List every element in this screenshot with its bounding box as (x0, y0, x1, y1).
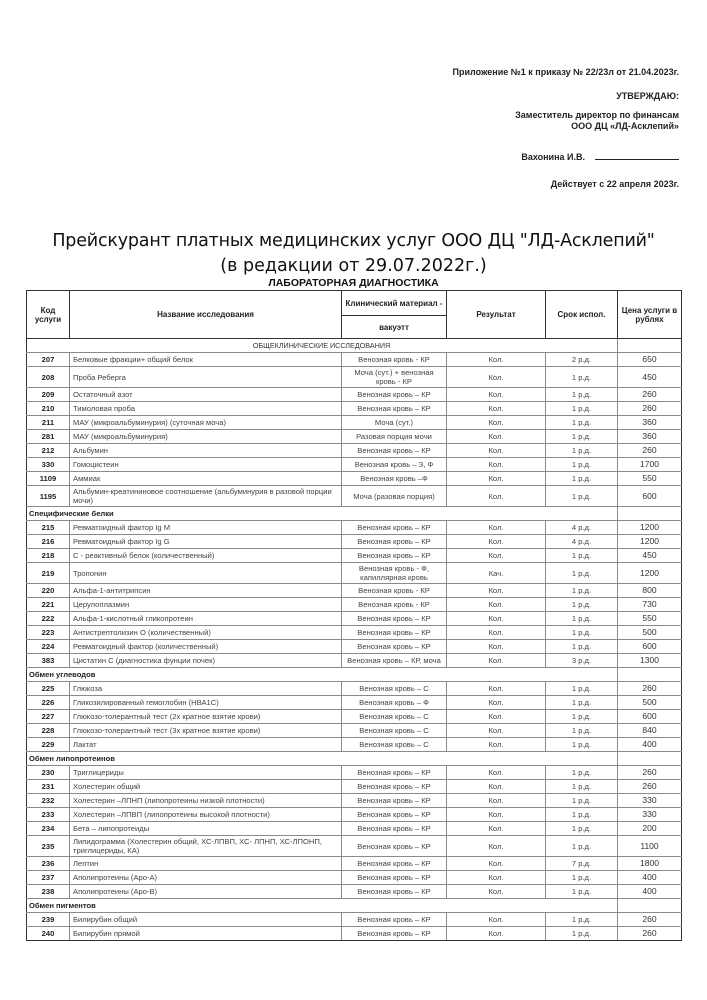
result-type: Кол. (447, 927, 546, 941)
service-price: 400 (618, 871, 682, 885)
header-name: Название исследования (70, 291, 342, 339)
result-type: Кач. (447, 563, 546, 584)
signature-line (595, 151, 679, 160)
table-row (27, 626, 682, 640)
clinical-material: Венозная кровь – КР (342, 766, 447, 780)
clinical-material: Венозная кровь – КР (342, 885, 447, 899)
execution-term: 1 р.д. (546, 388, 618, 402)
clinical-material: Венозная кровь – КР (342, 780, 447, 794)
execution-term: 1 р.д. (546, 794, 618, 808)
result-type: Кол. (447, 612, 546, 626)
service-code: 209 (27, 388, 70, 402)
header-material: Клинический материал - (342, 291, 447, 316)
section-title: Обмен пигментов (27, 899, 618, 913)
section-price-blank (618, 668, 682, 682)
service-code: 226 (27, 696, 70, 710)
section-title: Специфические белки (27, 507, 618, 521)
service-price: 500 (618, 696, 682, 710)
service-name: Альбумин (70, 444, 342, 458)
execution-term: 1 р.д. (546, 927, 618, 941)
service-price: 400 (618, 885, 682, 899)
execution-term: 1 р.д. (546, 836, 618, 857)
service-code: 211 (27, 416, 70, 430)
service-name: Билирубин прямой (70, 927, 342, 941)
section-price-blank (618, 752, 682, 766)
section-row (27, 507, 682, 521)
clinical-material: Венозная кровь – КР (342, 612, 447, 626)
clinical-material: Венозная кровь – З, Ф (342, 458, 447, 472)
result-type: Кол. (447, 654, 546, 668)
service-code: 233 (27, 808, 70, 822)
execution-term: 1 р.д. (546, 584, 618, 598)
result-type: Кол. (447, 822, 546, 836)
clinical-material: Разовая порция мочи (342, 430, 447, 444)
section-row (27, 668, 682, 682)
execution-term: 1 р.д. (546, 871, 618, 885)
service-name: Глюкозо-толерантный тест (3х кратное взятие крови) (70, 724, 342, 738)
service-code: 212 (27, 444, 70, 458)
section-price-blank (618, 899, 682, 913)
service-name: Тимоловая проба (70, 402, 342, 416)
service-code: 240 (27, 927, 70, 941)
clinical-material: Венозная кровь – КР (342, 927, 447, 941)
service-price: 1200 (618, 563, 682, 584)
signature-block (521, 151, 679, 162)
result-type: Кол. (447, 472, 546, 486)
result-type: Кол. (447, 836, 546, 857)
result-type: Кол. (447, 780, 546, 794)
execution-term: 1 р.д. (546, 458, 618, 472)
service-code: 232 (27, 794, 70, 808)
table-row (27, 486, 682, 507)
result-type: Кол. (447, 696, 546, 710)
table-row (27, 388, 682, 402)
service-name: Аполипротеины (Аро-А) (70, 871, 342, 885)
service-price: 550 (618, 612, 682, 626)
result-type: Кол. (447, 738, 546, 752)
header-material-sub: вакуэтт (342, 316, 447, 339)
service-code: 1195 (27, 486, 70, 507)
table-row (27, 654, 682, 668)
execution-term: 1 р.д. (546, 696, 618, 710)
table-row (27, 584, 682, 598)
effective-date: Действует с 22 апреля 2023г. (550, 179, 679, 189)
service-price: 450 (618, 367, 682, 388)
service-price: 260 (618, 402, 682, 416)
approver-position (515, 110, 679, 132)
service-name: Ревматоидный фактор Ig M (70, 521, 342, 535)
result-type: Кол. (447, 766, 546, 780)
clinical-material: Венозная кровь – КР, моча (342, 654, 447, 668)
service-price: 200 (618, 822, 682, 836)
service-price: 730 (618, 598, 682, 612)
section-title: ОБЩЕКЛИНИЧЕСКИЕ ИССЛЕДОВАНИЯ (27, 339, 618, 353)
service-price: 1200 (618, 521, 682, 535)
approver-position-line1: Заместитель директор по финансам (515, 110, 679, 120)
execution-term: 1 р.д. (546, 549, 618, 563)
result-type: Кол. (447, 913, 546, 927)
clinical-material: Моча (сут.) + венозная кровь - КР (342, 367, 447, 388)
table-row (27, 913, 682, 927)
section-row (27, 752, 682, 766)
service-price: 400 (618, 738, 682, 752)
service-name: Цистатин С (диагностика фунции почек) (70, 654, 342, 668)
service-code: 230 (27, 766, 70, 780)
table-row (27, 472, 682, 486)
service-code: 231 (27, 780, 70, 794)
service-name: Антистрептолизин О (количественный) (70, 626, 342, 640)
service-name: С - реактивный белок (количественный) (70, 549, 342, 563)
clinical-material: Венозная кровь – С (342, 724, 447, 738)
execution-term: 4 р.д. (546, 521, 618, 535)
service-name: Остаточный азот (70, 388, 342, 402)
service-name: МАУ (микроальбуминурия) (70, 430, 342, 444)
execution-term: 4 р.д. (546, 535, 618, 549)
service-price: 600 (618, 486, 682, 507)
execution-term: 1 р.д. (546, 416, 618, 430)
section-price-blank (618, 339, 682, 353)
service-code: 220 (27, 584, 70, 598)
result-type: Кол. (447, 724, 546, 738)
table-row (27, 549, 682, 563)
clinical-material: Венозная кровь –Ф (342, 472, 447, 486)
result-type: Кол. (447, 416, 546, 430)
clinical-material: Венозная кровь – КР (342, 857, 447, 871)
service-name: Холестерин общий (70, 780, 342, 794)
service-name: Аммиак (70, 472, 342, 486)
service-price: 260 (618, 927, 682, 941)
clinical-material: Венозная кровь – КР (342, 402, 447, 416)
result-type: Кол. (447, 535, 546, 549)
service-name: Альфа-1-антитрипсин (70, 584, 342, 598)
service-price: 650 (618, 353, 682, 367)
clinical-material: Венозная кровь – С (342, 682, 447, 696)
clinical-material: Венозная кровь - КР (342, 353, 447, 367)
signer-name: Вахонина И.В. (521, 152, 585, 162)
result-type: Кол. (447, 388, 546, 402)
execution-term: 1 р.д. (546, 472, 618, 486)
service-name: Церулоплазмин (70, 598, 342, 612)
execution-term: 1 р.д. (546, 612, 618, 626)
service-name: Билирубин общий (70, 913, 342, 927)
table-row (27, 521, 682, 535)
service-name: Гликозилированный гемоглобин (НВА1С) (70, 696, 342, 710)
service-price: 330 (618, 808, 682, 822)
service-name: Глюкозо-толерантный тест (2х кратное взятие крови) (70, 710, 342, 724)
service-price: 260 (618, 780, 682, 794)
service-price: 450 (618, 549, 682, 563)
clinical-material: Венозная кровь – КР (342, 626, 447, 640)
service-code: 236 (27, 857, 70, 871)
table-row (27, 794, 682, 808)
execution-term: 1 р.д. (546, 724, 618, 738)
document-edition: (в редакции от 29.07.2022г.) (220, 256, 487, 276)
execution-term: 1 р.д. (546, 598, 618, 612)
service-code: 207 (27, 353, 70, 367)
service-price: 260 (618, 766, 682, 780)
result-type: Кол. (447, 626, 546, 640)
execution-term: 1 р.д. (546, 444, 618, 458)
result-type: Кол. (447, 549, 546, 563)
service-price: 260 (618, 388, 682, 402)
document-title: Прейскурант платных медицинских услуг ООО ДЦ "ЛД-Асклепий" (52, 231, 655, 251)
service-price: 260 (618, 444, 682, 458)
service-code: 330 (27, 458, 70, 472)
table-row (27, 738, 682, 752)
clinical-material: Венозная кровь – КР (342, 535, 447, 549)
clinical-material: Моча (разовая порция) (342, 486, 447, 507)
service-code: 235 (27, 836, 70, 857)
service-price: 1100 (618, 836, 682, 857)
service-code: 1109 (27, 472, 70, 486)
result-type: Кол. (447, 584, 546, 598)
result-type: Кол. (447, 885, 546, 899)
execution-term: 1 р.д. (546, 640, 618, 654)
table-row (27, 885, 682, 899)
service-price: 360 (618, 430, 682, 444)
service-price: 500 (618, 626, 682, 640)
table-row (27, 402, 682, 416)
service-name: Триглицериды (70, 766, 342, 780)
service-price: 1300 (618, 654, 682, 668)
clinical-material: Венозная кровь – КР (342, 640, 447, 654)
result-type: Кол. (447, 402, 546, 416)
approver-organization: ООО ДЦ «ЛД-Асклепий» (571, 121, 679, 131)
execution-term: 1 р.д. (546, 682, 618, 696)
execution-term: 1 р.д. (546, 402, 618, 416)
service-name: Холестерин –ЛПНП (липопротеины низкой плотности) (70, 794, 342, 808)
table-row (27, 808, 682, 822)
clinical-material: Венозная кровь - КР (342, 584, 447, 598)
service-price: 600 (618, 640, 682, 654)
table-row (27, 836, 682, 857)
service-code: 224 (27, 640, 70, 654)
result-type: Кол. (447, 353, 546, 367)
service-price: 260 (618, 682, 682, 696)
service-code: 225 (27, 682, 70, 696)
service-name: Белковые фракции+ общий белок (70, 353, 342, 367)
approve-label: УТВЕРЖДАЮ: (616, 91, 679, 101)
header-code: Код услуги (27, 291, 70, 339)
clinical-material: Венозная кровь – КР (342, 444, 447, 458)
service-code: 216 (27, 535, 70, 549)
service-code: 383 (27, 654, 70, 668)
section-title: Обмен липопротеинов (27, 752, 618, 766)
execution-term: 1 р.д. (546, 885, 618, 899)
table-row (27, 766, 682, 780)
service-code: 208 (27, 367, 70, 388)
service-code: 227 (27, 710, 70, 724)
service-name: Ревматоидный фактор Ig G (70, 535, 342, 549)
service-code: 222 (27, 612, 70, 626)
section-row (27, 899, 682, 913)
result-type: Кол. (447, 598, 546, 612)
service-price: 840 (618, 724, 682, 738)
service-code: 234 (27, 822, 70, 836)
section-price-blank (618, 507, 682, 521)
section-title: ЛАБОРАТОРНАЯ ДИАГНОСТИКА (268, 277, 439, 289)
clinical-material: Венозная кровь – С (342, 738, 447, 752)
appendix-reference: Приложение №1 к приказу № 22/23л от 21.04.2023г. (452, 67, 679, 77)
result-type: Кол. (447, 710, 546, 724)
clinical-material: Венозная кровь – КР (342, 794, 447, 808)
execution-term: 1 р.д. (546, 822, 618, 836)
execution-term: 1 р.д. (546, 563, 618, 584)
clinical-material: Венозная кровь – КР (342, 808, 447, 822)
result-type: Кол. (447, 794, 546, 808)
section-title: Обмен углеводов (27, 668, 618, 682)
execution-term: 1 р.д. (546, 367, 618, 388)
execution-term: 1 р.д. (546, 486, 618, 507)
execution-term: 1 р.д. (546, 626, 618, 640)
execution-term: 1 р.д. (546, 766, 618, 780)
service-price: 360 (618, 416, 682, 430)
price-table (26, 290, 682, 941)
result-type: Кол. (447, 444, 546, 458)
service-price: 330 (618, 794, 682, 808)
table-row (27, 444, 682, 458)
section-row (27, 339, 682, 353)
service-price: 800 (618, 584, 682, 598)
result-type: Кол. (447, 430, 546, 444)
table-row (27, 710, 682, 724)
table-body (27, 339, 682, 941)
table-row (27, 430, 682, 444)
service-name: Липидограмма (Холестерин общий, ХС-ЛПВП, ХС- ЛПНП, ХС-ЛПОНП, триглицериды, КА) (70, 836, 342, 857)
execution-term: 3 р.д. (546, 654, 618, 668)
service-name: Аполипротеины (Аро-В) (70, 885, 342, 899)
table-row (27, 871, 682, 885)
result-type: Кол. (447, 808, 546, 822)
service-code: 215 (27, 521, 70, 535)
table-row (27, 416, 682, 430)
service-code: 221 (27, 598, 70, 612)
table-row (27, 857, 682, 871)
service-name: Проба Реберга (70, 367, 342, 388)
table-row (27, 682, 682, 696)
service-name: Альфа-1-кислотный гликопротеин (70, 612, 342, 626)
table-row (27, 696, 682, 710)
result-type: Кол. (447, 640, 546, 654)
header-term: Срок испол. (546, 291, 618, 339)
service-price: 550 (618, 472, 682, 486)
service-name: Ревматоидный фактор (количественный) (70, 640, 342, 654)
clinical-material: Венозная кровь – КР (342, 549, 447, 563)
clinical-material: Венозная кровь – КР (342, 388, 447, 402)
service-name: МАУ (микроальбуминурия) (суточная моча) (70, 416, 342, 430)
service-price: 600 (618, 710, 682, 724)
clinical-material: Венозная кровь – Ф (342, 696, 447, 710)
service-code: 281 (27, 430, 70, 444)
clinical-material: Венозная кровь – КР (342, 913, 447, 927)
service-code: 229 (27, 738, 70, 752)
service-name: Альбумин-креатининовое соотношение (альбуминурия в разовой порции мочи) (70, 486, 342, 507)
service-price: 1700 (618, 458, 682, 472)
header-price: Цена услуги в рублях (618, 291, 682, 339)
execution-term: 2 р.д. (546, 353, 618, 367)
service-name: Бета – липопротеиды (70, 822, 342, 836)
table-row (27, 927, 682, 941)
execution-term: 1 р.д. (546, 738, 618, 752)
service-name: Лактат (70, 738, 342, 752)
service-name: Лептин (70, 857, 342, 871)
header-result: Результат (447, 291, 546, 339)
execution-term: 1 р.д. (546, 710, 618, 724)
clinical-material: Моча (сут.) (342, 416, 447, 430)
execution-term: 1 р.д. (546, 780, 618, 794)
table-row (27, 724, 682, 738)
clinical-material: Венозная кровь – КР (342, 871, 447, 885)
table-row (27, 563, 682, 584)
service-code: 228 (27, 724, 70, 738)
clinical-material: Венозная кровь – С (342, 710, 447, 724)
service-name: Холестерин –ЛПВП (липопротеины высокой плотности) (70, 808, 342, 822)
table-row (27, 822, 682, 836)
result-type: Кол. (447, 458, 546, 472)
table-row (27, 458, 682, 472)
service-price: 1200 (618, 535, 682, 549)
table-row (27, 535, 682, 549)
table-row (27, 598, 682, 612)
service-code: 210 (27, 402, 70, 416)
service-code: 237 (27, 871, 70, 885)
clinical-material: Венозная кровь – КР (342, 521, 447, 535)
result-type: Кол. (447, 486, 546, 507)
execution-term: 1 р.д. (546, 913, 618, 927)
clinical-material: Венозная кровь – КР (342, 836, 447, 857)
service-code: 239 (27, 913, 70, 927)
service-code: 218 (27, 549, 70, 563)
result-type: Кол. (447, 857, 546, 871)
clinical-material: Венозная кровь - КР (342, 598, 447, 612)
service-price: 260 (618, 913, 682, 927)
result-type: Кол. (447, 367, 546, 388)
clinical-material: Венозная кровь - Ф, капиллярная кровь (342, 563, 447, 584)
table-header-row (27, 291, 682, 316)
service-price: 1800 (618, 857, 682, 871)
service-name: Глюкоза (70, 682, 342, 696)
result-type: Кол. (447, 521, 546, 535)
table-row (27, 612, 682, 626)
execution-term: 7 р.д. (546, 857, 618, 871)
service-code: 223 (27, 626, 70, 640)
service-name: Гомоцистеин (70, 458, 342, 472)
clinical-material: Венозная кровь – КР (342, 822, 447, 836)
table-row (27, 780, 682, 794)
service-code: 238 (27, 885, 70, 899)
result-type: Кол. (447, 871, 546, 885)
table-row (27, 353, 682, 367)
table-row (27, 367, 682, 388)
service-code: 219 (27, 563, 70, 584)
execution-term: 1 р.д. (546, 430, 618, 444)
execution-term: 1 р.д. (546, 808, 618, 822)
result-type: Кол. (447, 682, 546, 696)
service-name: Тропонин (70, 563, 342, 584)
table-row (27, 640, 682, 654)
